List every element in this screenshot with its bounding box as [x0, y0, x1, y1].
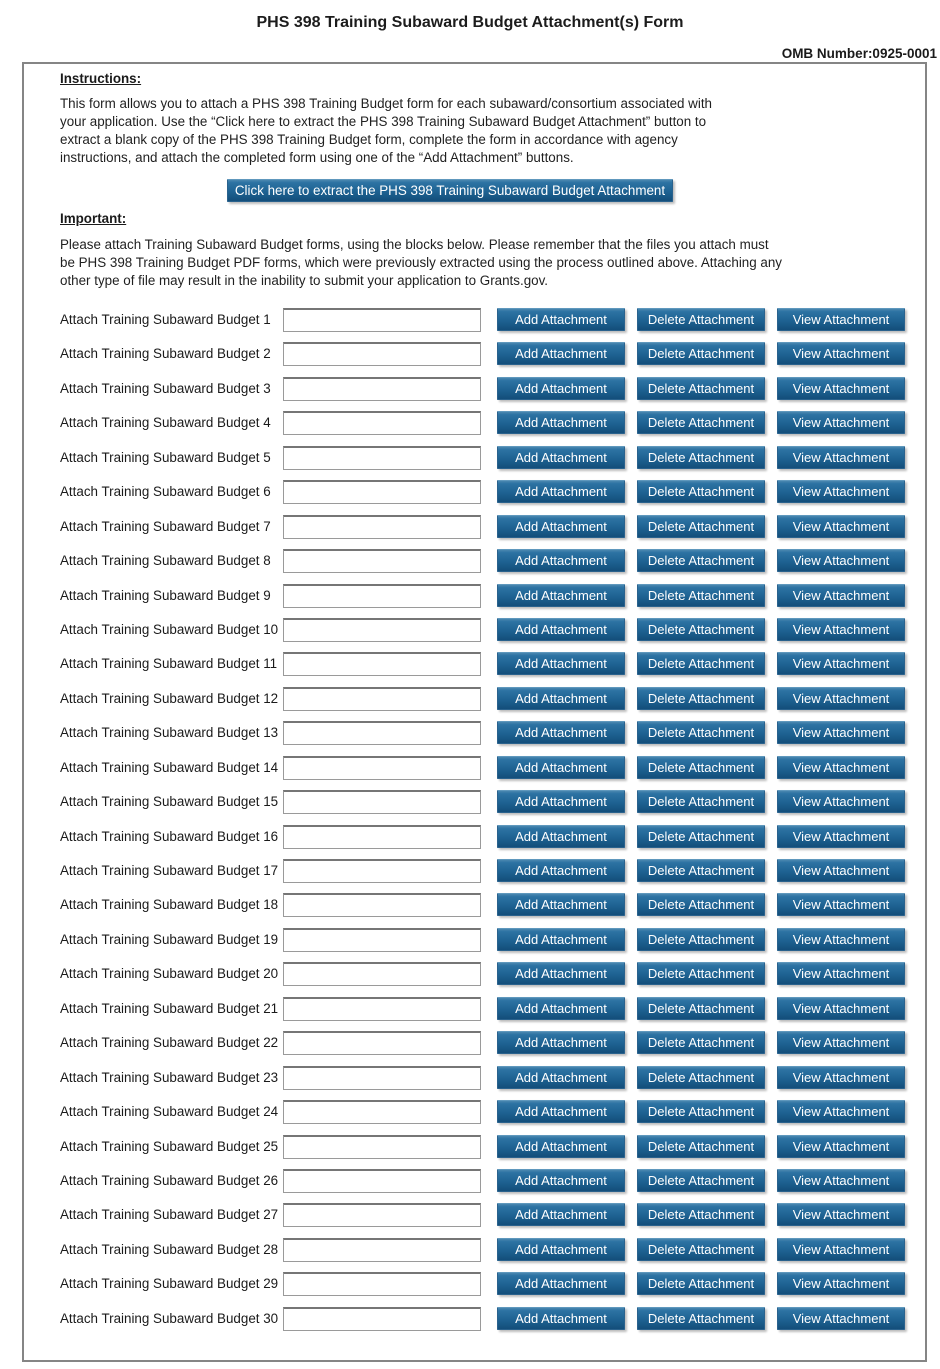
view-attachment-button[interactable]: View Attachment [777, 687, 905, 710]
delete-attachment-button[interactable]: Delete Attachment [637, 756, 765, 779]
view-attachment-button[interactable]: View Attachment [777, 1135, 905, 1158]
view-attachment-button[interactable]: View Attachment [777, 893, 905, 916]
attachment-row [60, 1203, 905, 1237]
attachment-row [60, 618, 905, 652]
attachment-row-label: Attach Training Subaward Budget 6 [60, 484, 271, 500]
attachment-row-label: Attach Training Subaward Budget 29 [60, 1276, 279, 1292]
attachment-filename-input[interactable] [283, 549, 481, 573]
add-attachment-button[interactable]: Add Attachment [497, 584, 625, 607]
delete-attachment-button[interactable]: Delete Attachment [637, 859, 765, 882]
attachment-row-label: Attach Training Subaward Budget 3 [60, 380, 271, 396]
attachment-filename-input[interactable] [283, 962, 481, 986]
delete-attachment-button[interactable]: Delete Attachment [637, 377, 765, 400]
delete-attachment-button[interactable]: Delete Attachment [637, 618, 765, 641]
attachment-row-label: Attach Training Subaward Budget 16 [60, 828, 279, 844]
add-attachment-button[interactable]: Add Attachment [497, 1100, 625, 1123]
view-attachment-button[interactable]: View Attachment [777, 584, 905, 607]
delete-attachment-button[interactable]: Delete Attachment [637, 1066, 765, 1089]
delete-attachment-button[interactable]: Delete Attachment [637, 825, 765, 848]
add-attachment-button[interactable]: Add Attachment [497, 618, 625, 641]
attachment-row [60, 446, 905, 480]
attachment-filename-input[interactable] [283, 1066, 481, 1090]
attachment-row-label: Attach Training Subaward Budget 13 [60, 725, 279, 741]
delete-attachment-button[interactable]: Delete Attachment [637, 1307, 765, 1330]
attachment-row-label: Attach Training Subaward Budget 20 [60, 966, 279, 982]
view-attachment-button[interactable]: View Attachment [777, 446, 905, 469]
attachment-filename-input[interactable] [283, 584, 481, 608]
attachment-filename-input[interactable] [283, 1031, 481, 1055]
attachment-filename-input[interactable] [283, 411, 481, 435]
attachment-filename-input[interactable] [283, 1169, 481, 1193]
delete-attachment-button[interactable]: Delete Attachment [637, 652, 765, 675]
attachment-row-label: Attach Training Subaward Budget 1 [60, 312, 271, 327]
attachment-row [60, 997, 905, 1031]
add-attachment-button[interactable]: Add Attachment [497, 377, 625, 400]
attachment-row-label: Attach Training Subaward Budget 18 [60, 897, 279, 913]
view-attachment-button[interactable]: View Attachment [777, 859, 905, 882]
attachment-filename-input[interactable] [283, 652, 481, 676]
attachment-filename-input[interactable] [283, 342, 481, 366]
attachment-row-label: Attach Training Subaward Budget 25 [60, 1138, 279, 1154]
attachment-row-label: Attach Training Subaward Budget 30 [60, 1310, 279, 1326]
attachment-filename-input[interactable] [283, 515, 481, 539]
instructions-text: This form allows you to attach a PHS 398 Training Budget form for each subaward/consortium associated with your application. Use the “Click here to extract the PHS 398 Training Subaward Budget Attachment” button to extract a blank copy of the PHS 398 Training Budget form, complete the form in accordance with agency instructions, and attach the completed form using one of the “Add Attachment” buttons. [60, 96, 712, 165]
important-text: Please attach Training Subaward Budget forms, using the blocks below. Please remember that the files you attach must be PHS 398 Training Budget PDF forms, which were previously extracted using the process outlined above. Attaching any other type of file may result in the inability to submit your application to Grants.gov. [60, 237, 783, 288]
attachment-row [60, 859, 905, 893]
attachment-row [60, 377, 905, 411]
view-attachment-button[interactable]: View Attachment [777, 825, 905, 848]
view-attachment-button[interactable]: View Attachment [777, 928, 905, 951]
attachment-filename-input[interactable] [283, 1272, 481, 1296]
delete-attachment-button[interactable]: Delete Attachment [637, 308, 765, 331]
attachment-row [60, 687, 905, 721]
view-attachment-button[interactable]: View Attachment [777, 515, 905, 538]
attachment-row [60, 1307, 905, 1341]
attachment-filename-input[interactable] [283, 1203, 481, 1227]
delete-attachment-button[interactable]: Delete Attachment [637, 480, 765, 503]
instructions-heading: Instructions: [60, 71, 142, 86]
attachment-row [60, 721, 905, 755]
attachment-row-label: Attach Training Subaward Budget 2 [60, 346, 271, 362]
delete-attachment-button[interactable]: Delete Attachment [637, 1100, 765, 1123]
attachment-filename-input[interactable] [283, 997, 481, 1021]
add-attachment-button[interactable]: Add Attachment [497, 825, 625, 848]
view-attachment-button[interactable]: View Attachment [777, 790, 905, 813]
extract-subaward-budget-attachment-button[interactable]: Click here to extract the PHS 398 Training Subaward Budget Attachment [227, 179, 673, 202]
attachment-filename-input[interactable] [283, 859, 481, 883]
add-attachment-button[interactable]: Add Attachment [497, 480, 625, 503]
delete-attachment-button[interactable]: Delete Attachment [637, 1169, 765, 1192]
attachment-filename-input[interactable] [283, 480, 481, 504]
attachment-filename-input[interactable] [283, 446, 481, 470]
attachment-row-label: Attach Training Subaward Budget 12 [60, 690, 279, 706]
add-attachment-button[interactable]: Add Attachment [497, 1203, 625, 1226]
delete-attachment-button[interactable]: Delete Attachment [637, 1203, 765, 1226]
attachment-filename-input[interactable] [283, 1307, 481, 1331]
add-attachment-button[interactable]: Add Attachment [497, 1238, 625, 1261]
attachment-row [60, 515, 905, 549]
add-attachment-button[interactable]: Add Attachment [497, 1272, 625, 1295]
attachment-row [60, 790, 905, 824]
delete-attachment-button[interactable]: Delete Attachment [637, 721, 765, 744]
delete-attachment-button[interactable]: Delete Attachment [637, 790, 765, 813]
attachment-row [60, 1272, 905, 1306]
delete-attachment-button[interactable]: Delete Attachment [637, 997, 765, 1020]
attachment-filename-input[interactable] [283, 825, 481, 849]
add-attachment-button[interactable]: Add Attachment [497, 308, 625, 331]
attachment-row [60, 1135, 905, 1169]
attachment-filename-input[interactable] [283, 721, 481, 745]
attachment-row-label: Attach Training Subaward Budget 7 [60, 518, 271, 534]
delete-attachment-button[interactable]: Delete Attachment [637, 549, 765, 572]
delete-attachment-button[interactable]: Delete Attachment [637, 893, 765, 916]
attachment-filename-input[interactable] [283, 1135, 481, 1159]
delete-attachment-button[interactable]: Delete Attachment [637, 1031, 765, 1054]
view-attachment-button[interactable]: View Attachment [777, 1238, 905, 1261]
attachment-filename-input[interactable] [283, 377, 481, 401]
add-attachment-button[interactable]: Add Attachment [497, 756, 625, 779]
attachment-row-label: Attach Training Subaward Budget 22 [60, 1035, 279, 1051]
attachment-row [60, 825, 905, 859]
add-attachment-button[interactable]: Add Attachment [497, 687, 625, 710]
attachment-filename-input[interactable] [283, 687, 481, 711]
view-attachment-button[interactable]: View Attachment [777, 480, 905, 503]
delete-attachment-button[interactable]: Delete Attachment [637, 1272, 765, 1295]
add-attachment-button[interactable]: Add Attachment [497, 652, 625, 675]
attachment-row-label: Attach Training Subaward Budget 27 [60, 1207, 279, 1223]
add-attachment-button[interactable]: Add Attachment [497, 515, 625, 538]
attachment-row [60, 893, 905, 927]
view-attachment-button[interactable]: View Attachment [777, 377, 905, 400]
attachment-row-label: Attach Training Subaward Budget 19 [60, 931, 279, 947]
add-attachment-button[interactable]: Add Attachment [497, 446, 625, 469]
attachment-row [60, 480, 905, 514]
view-attachment-button[interactable]: View Attachment [777, 1100, 905, 1123]
attachment-rows-list [60, 308, 905, 1341]
attachment-filename-input[interactable] [283, 1100, 481, 1124]
attachment-row-label: Attach Training Subaward Budget 14 [60, 759, 279, 775]
view-attachment-button[interactable]: View Attachment [777, 1307, 905, 1330]
attachment-row [60, 1100, 905, 1134]
attachment-filename-input[interactable] [283, 756, 481, 780]
add-attachment-button[interactable]: Add Attachment [497, 1031, 625, 1054]
add-attachment-button[interactable]: Add Attachment [497, 928, 625, 951]
add-attachment-button[interactable]: Add Attachment [497, 411, 625, 434]
view-attachment-button[interactable]: View Attachment [777, 1169, 905, 1192]
attachment-filename-input[interactable] [283, 1238, 481, 1262]
attachment-row [60, 308, 905, 342]
add-attachment-button[interactable]: Add Attachment [497, 1066, 625, 1089]
attachment-row [60, 411, 905, 445]
add-attachment-button[interactable]: Add Attachment [497, 549, 625, 572]
delete-attachment-button[interactable]: Delete Attachment [637, 962, 765, 985]
attachment-row-label: Attach Training Subaward Budget 15 [60, 794, 279, 810]
add-attachment-button[interactable]: Add Attachment [497, 790, 625, 813]
attachment-row [60, 549, 905, 583]
attachment-filename-input[interactable] [283, 308, 481, 332]
attachment-row [60, 962, 905, 996]
attachment-row-label: Attach Training Subaward Budget 9 [60, 587, 271, 603]
page-title: PHS 398 Training Subaward Budget Attachment(s) Form [256, 14, 684, 31]
attachment-row-label: Attach Training Subaward Budget 8 [60, 553, 271, 569]
delete-attachment-button[interactable]: Delete Attachment [637, 515, 765, 538]
view-attachment-button[interactable]: View Attachment [777, 411, 905, 434]
delete-attachment-button[interactable]: Delete Attachment [637, 411, 765, 434]
attachment-row-label: Attach Training Subaward Budget 11 [60, 656, 278, 672]
attachment-filename-input[interactable] [283, 790, 481, 814]
view-attachment-button[interactable]: View Attachment [777, 1066, 905, 1089]
important-heading: Important: [60, 211, 127, 226]
attachment-row [60, 1031, 905, 1065]
attachment-row [60, 1169, 905, 1203]
delete-attachment-button[interactable]: Delete Attachment [637, 446, 765, 469]
attachment-row-label: Attach Training Subaward Budget 28 [60, 1241, 279, 1257]
add-attachment-button[interactable]: Add Attachment [497, 1169, 625, 1192]
view-attachment-button[interactable]: View Attachment [777, 1031, 905, 1054]
attachment-row [60, 1066, 905, 1100]
attachment-filename-input[interactable] [283, 893, 481, 917]
attachment-row [60, 652, 905, 686]
attachment-filename-input[interactable] [283, 618, 481, 642]
attachment-row-label: Attach Training Subaward Budget 26 [60, 1172, 279, 1188]
delete-attachment-button[interactable]: Delete Attachment [637, 1238, 765, 1261]
attachment-row [60, 756, 905, 790]
view-attachment-button[interactable]: View Attachment [777, 308, 905, 331]
view-attachment-button[interactable]: View Attachment [777, 962, 905, 985]
attachment-row [60, 1238, 905, 1272]
attachment-filename-input[interactable] [283, 928, 481, 952]
attachment-row [60, 584, 905, 618]
omb-number: OMB Number:0925-0001 [781, 46, 937, 61]
attachment-row-label: Attach Training Subaward Budget 10 [60, 621, 279, 637]
add-attachment-button[interactable]: Add Attachment [497, 997, 625, 1020]
delete-attachment-button[interactable]: Delete Attachment [637, 928, 765, 951]
delete-attachment-button[interactable]: Delete Attachment [637, 1135, 765, 1158]
attachment-row-label: Attach Training Subaward Budget 5 [60, 449, 271, 465]
add-attachment-button[interactable]: Add Attachment [497, 962, 625, 985]
delete-attachment-button[interactable]: Delete Attachment [637, 342, 765, 365]
add-attachment-button[interactable]: Add Attachment [497, 721, 625, 744]
view-attachment-button[interactable]: View Attachment [777, 618, 905, 641]
view-attachment-button[interactable]: View Attachment [777, 721, 905, 744]
add-attachment-button[interactable]: Add Attachment [497, 342, 625, 365]
view-attachment-button[interactable]: View Attachment [777, 1203, 905, 1226]
add-attachment-button[interactable]: Add Attachment [497, 1307, 625, 1330]
view-attachment-button[interactable]: View Attachment [777, 1272, 905, 1295]
add-attachment-button[interactable]: Add Attachment [497, 1135, 625, 1158]
add-attachment-button[interactable]: Add Attachment [497, 859, 625, 882]
view-attachment-button[interactable]: View Attachment [777, 342, 905, 365]
attachment-row [60, 928, 905, 962]
delete-attachment-button[interactable]: Delete Attachment [637, 584, 765, 607]
view-attachment-button[interactable]: View Attachment [777, 756, 905, 779]
view-attachment-button[interactable]: View Attachment [777, 549, 905, 572]
attachment-row-label: Attach Training Subaward Budget 23 [60, 1069, 279, 1085]
attachment-row-label: Attach Training Subaward Budget 17 [60, 863, 279, 878]
form-border-box [22, 62, 927, 1362]
view-attachment-button[interactable]: View Attachment [777, 652, 905, 675]
add-attachment-button[interactable]: Add Attachment [497, 893, 625, 916]
attachment-row-label: Attach Training Subaward Budget 4 [60, 415, 271, 431]
attachment-row-label: Attach Training Subaward Budget 24 [60, 1104, 279, 1120]
delete-attachment-button[interactable]: Delete Attachment [637, 687, 765, 710]
attachment-row-label: Attach Training Subaward Budget 21 [60, 1000, 279, 1016]
view-attachment-button[interactable]: View Attachment [777, 997, 905, 1020]
attachment-row [60, 342, 905, 376]
